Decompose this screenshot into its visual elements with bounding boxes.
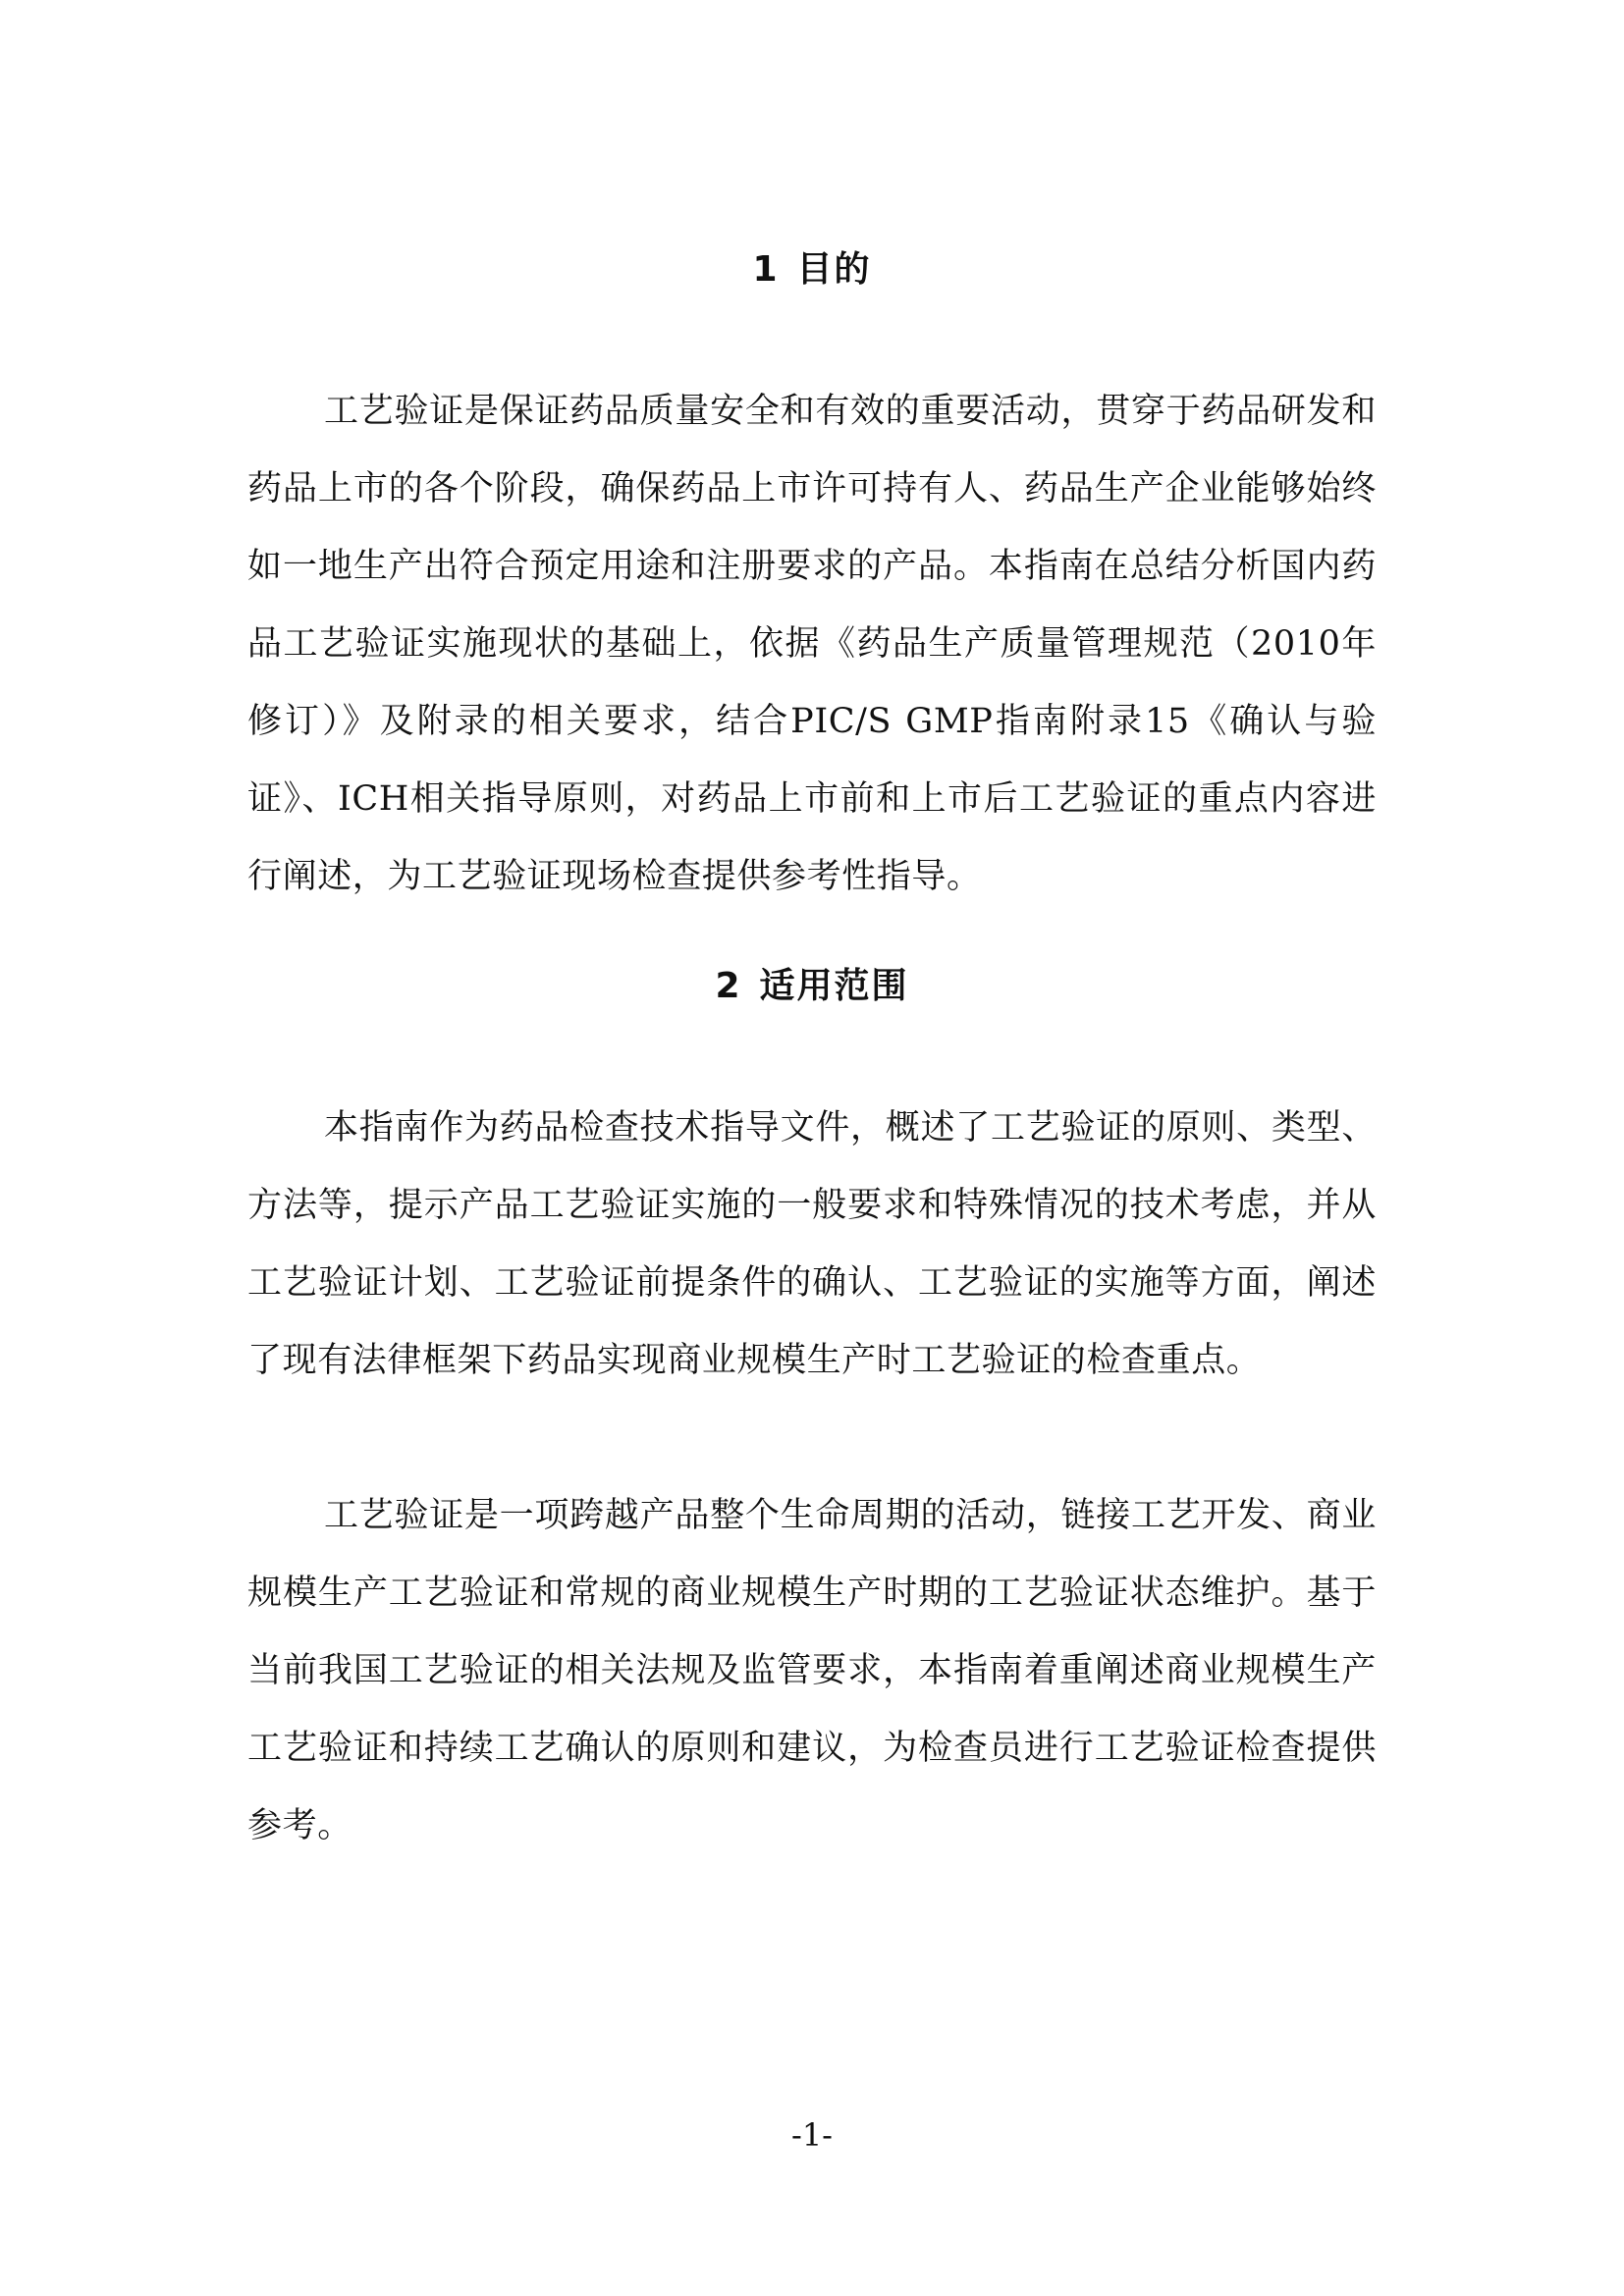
section-title: 目的 [796, 249, 872, 290]
page-number: -1- [791, 2116, 833, 2154]
section-number: 2 [715, 966, 742, 1006]
section-title: 适用范围 [759, 966, 909, 1006]
section-heading-purpose [0, 245, 1624, 294]
section-heading-scope [0, 962, 1624, 1011]
paragraph-scope-1: 本指南作为药品检查技术指导文件，概述了工艺验证的原则、类型、方法等，提示产品工艺验证实施的一般要求和特殊情况的技术考虑，并从工艺验证计划、工艺验证前提条件的确认、工艺验证的实施等方面，阐述了现有法律框架下药品实现商业规模生产时工艺验证的检查重点。 [247, 1108, 1377, 1380]
section-number: 1 [752, 249, 780, 290]
paragraph-scope-2: 工艺验证是一项跨越产品整个生命周期的活动，链接工艺开发、商业规模生产工艺验证和常规的商业规模生产时期的工艺验证状态维护。基于当前我国工艺验证的相关法规及监管要求，本指南着重阐述商业规模生产工艺验证和持续工艺确认的原则和建议，为检查员进行工艺验证检查提供参考。 [247, 1496, 1377, 1845]
paragraph-purpose: 工艺验证是保证药品质量安全和有效的重要活动，贯穿于药品研发和药品上市的各个阶段，确保药品上市许可持有人、药品生产企业能够始终如一地生产出符合预定用途和注册要求的产品。本指南在总结分析国内药品工艺验证实施现状的基础上，依据《药品生产质量管理规范（2010年修订）》及附录的相关要求，结合PIC/S GMP指南附录15《确认与验证》、ICH相关指导原则，对药品上市前和上市后工艺验证的重点内容进行阐述，为工艺验证现场检查提供参考性指导。 [247, 392, 1377, 896]
